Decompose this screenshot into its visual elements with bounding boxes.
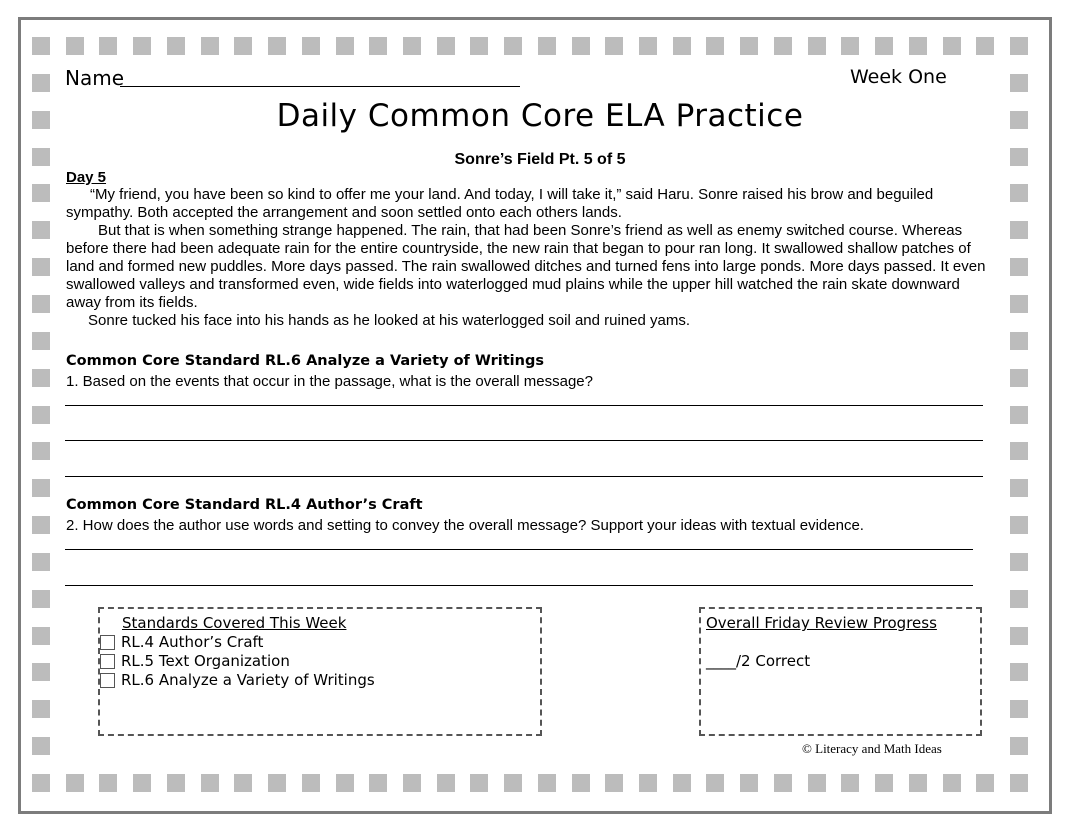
border-square [32,332,50,350]
question-1-text: 1. Based on the events that occur in the passage, what is the overall message? [66,373,593,390]
border-square [32,590,50,608]
answer-line[interactable] [65,405,983,406]
border-square [336,37,354,55]
question-2-standard: Common Core Standard RL.4 Author’s Craft [66,497,423,513]
page-title: Daily Common Core ELA Practice [276,98,804,134]
standard-item-label: RL.4 Author’s Craft [121,633,264,651]
border-square [1010,369,1028,387]
border-square [336,774,354,792]
border-square [268,774,286,792]
border-square [1010,332,1028,350]
border-square [470,37,488,55]
checkbox[interactable] [100,673,115,688]
border-square [1010,442,1028,460]
border-square [673,774,691,792]
border-square [32,37,50,55]
border-square [99,774,117,792]
answer-line[interactable] [65,476,983,477]
border-square [976,774,994,792]
passage-title: Sonre’s Field Pt. 5 of 5 [454,151,626,168]
border-square [504,37,522,55]
border-square [1010,184,1028,202]
border-square [369,774,387,792]
border-square [32,553,50,571]
border-square [302,774,320,792]
border-square [32,184,50,202]
checkbox[interactable] [100,654,115,669]
passage-paragraph: But that is when something strange happened. The rain, that had been Sonre’s friend as well as enemy switched course. Whereas before there had been adequate rain for the entire countryside, the new rain that began to pour ran long. It swallowed shallow patches of land and formed new puddles. More days passed. The rain swallowed ditches and turned fens into large ponds. More days passed. It even swallowed valleys and transformed even, wide fields into waterlogged mud plains while the upper hill watched the rain skate downward away from its fields. [66,222,986,311]
border-square [538,774,556,792]
copyright: © Literacy and Math Ideas [802,741,942,756]
answer-line[interactable] [65,549,973,550]
border-square [538,37,556,55]
border-square [32,295,50,313]
border-square [32,627,50,645]
border-square [943,774,961,792]
border-square [32,700,50,718]
border-square [706,37,724,55]
border-square [32,774,50,792]
border-square [32,258,50,276]
standards-covered-box [98,607,542,736]
border-square [133,37,151,55]
border-square [841,774,859,792]
border-square [32,516,50,534]
border-square [1010,221,1028,239]
border-square [605,774,623,792]
border-square [32,442,50,460]
border-square [234,37,252,55]
border-square [1010,737,1028,755]
border-square [32,74,50,92]
border-square [167,37,185,55]
border-square [201,774,219,792]
border-square [1010,37,1028,55]
border-square [605,37,623,55]
border-square [32,369,50,387]
border-square [706,774,724,792]
week-label: Week One [850,66,947,88]
border-square [32,406,50,424]
border-square [403,37,421,55]
border-square [673,37,691,55]
border-square [808,37,826,55]
border-square [234,774,252,792]
border-square [1010,74,1028,92]
border-square [774,37,792,55]
standard-checklist-item [100,652,290,670]
border-square [167,774,185,792]
progress-score: ____/2 Correct [706,652,811,670]
standard-checklist-item [100,633,263,651]
progress-box [699,607,982,736]
name-field-line[interactable] [120,86,520,87]
border-square [1010,590,1028,608]
standard-checklist-item [100,671,375,689]
answer-line[interactable] [65,585,973,586]
border-square [1010,553,1028,571]
border-square [1010,406,1028,424]
passage-text [66,186,996,330]
border-square [99,37,117,55]
border-square [201,37,219,55]
question-1-standard: Common Core Standard RL.6 Analyze a Variety of Writings [66,353,544,369]
border-square [976,37,994,55]
passage-paragraph: Sonre tucked his face into his hands as he looked at his waterlogged soil and ruined yams. [88,312,691,329]
border-square [302,37,320,55]
border-square [1010,479,1028,497]
border-square [504,774,522,792]
standards-box-title: Standards Covered This Week [122,614,347,632]
border-square [32,479,50,497]
question-2-text: 2. How does the author use words and setting to convey the overall message? Support your ideas with textual evidence. [66,517,864,534]
border-square [740,37,758,55]
standard-item-label: RL.6 Analyze a Variety of Writings [121,671,375,689]
border-square [66,774,84,792]
progress-box-title: Overall Friday Review Progress [706,614,937,632]
border-square [268,37,286,55]
border-square [32,737,50,755]
border-square [1010,774,1028,792]
border-square [369,37,387,55]
answer-line[interactable] [65,440,983,441]
border-square [403,774,421,792]
border-square [774,774,792,792]
border-square [909,37,927,55]
border-square [808,774,826,792]
border-square [1010,295,1028,313]
border-square [1010,700,1028,718]
border-square [841,37,859,55]
border-square [639,774,657,792]
border-square [32,221,50,239]
border-square [32,663,50,681]
border-square [943,37,961,55]
border-square [572,37,590,55]
border-square [470,774,488,792]
border-square [437,774,455,792]
name-label: Name [65,66,125,90]
passage-paragraph: “My friend, you have been so kind to offer me your land. And today, I will take it,” said Haru. Sonre raised his brow and beguiled sympathy. Both accepted the arrangement and soon settled onto each others lands. [66,186,934,221]
standard-item-label: RL.5 Text Organization [121,652,290,670]
border-square [1010,258,1028,276]
border-square [572,774,590,792]
border-square [66,37,84,55]
border-square [133,774,151,792]
border-square [1010,663,1028,681]
border-square [875,37,893,55]
border-square [639,37,657,55]
border-square [1010,627,1028,645]
border-square [740,774,758,792]
checkbox[interactable] [100,635,115,650]
border-square [437,37,455,55]
border-square [909,774,927,792]
border-square [1010,516,1028,534]
border-square [875,774,893,792]
day-label: Day 5 [66,169,107,186]
